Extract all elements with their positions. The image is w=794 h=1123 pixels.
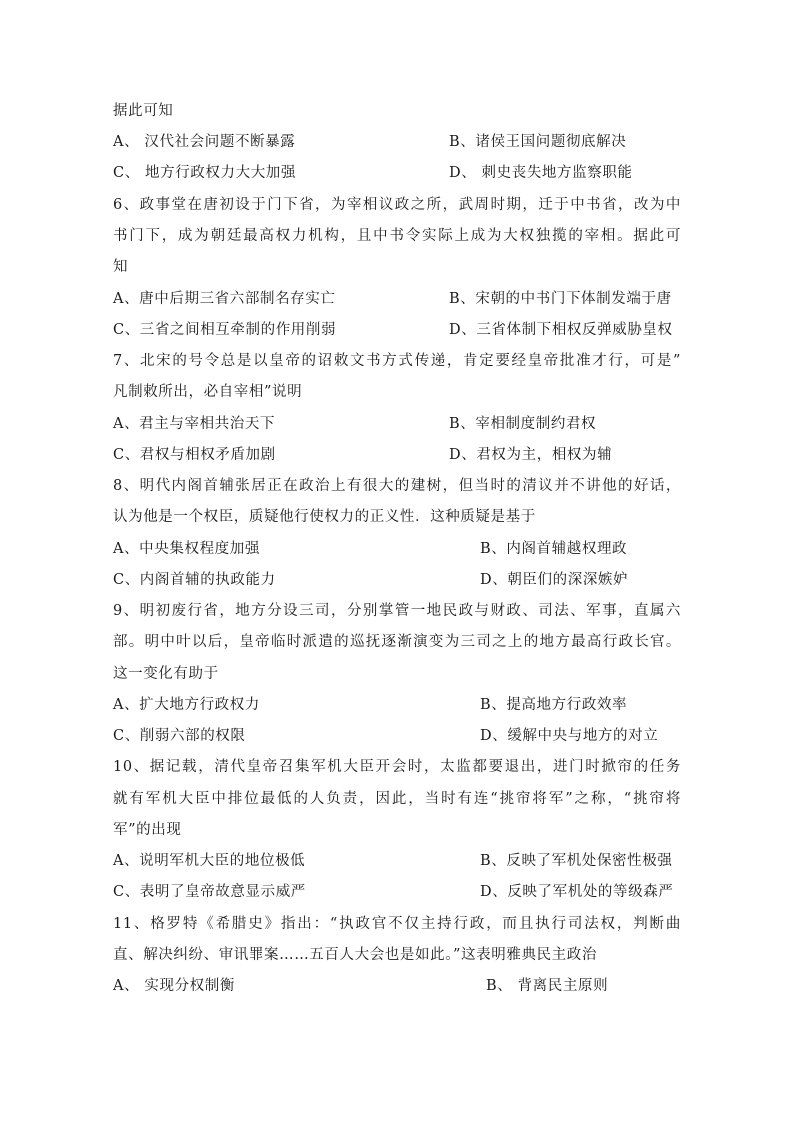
q8-option-c: C、内阁首辅的执政能力 — [113, 572, 276, 588]
q6-option-a: A、唐中后期三省六部制名存实亡 — [113, 291, 336, 307]
q10-option-d: D、反映了军机处的等级森严 — [480, 884, 674, 900]
q11-stem-line1: 11、格罗特《希腊史》指出：“执政官不仅主持行政，而且执行司法权，判断曲 — [113, 916, 681, 932]
q7-option-a: A、君主与宰相共治天下 — [113, 416, 276, 432]
q5-option-c: C、 地方行政权力大大加强 — [113, 165, 297, 181]
q6-option-b: B、宋朝的中书门下体制发端于唐 — [449, 291, 672, 307]
q7-stem-line2: 凡制敕所出，必自宰相”说明 — [113, 384, 303, 400]
q8-stem-line1: 8、明代内阁首辅张居正在政治上有很大的建树，但当时的清议并不讲他的好话， — [113, 478, 681, 494]
q10-option-a: A、说明军机大臣的地位极低 — [113, 853, 306, 869]
q5-option-a: A、 汉代社会问题不断暴露 — [113, 134, 296, 150]
q10-option-b: B、反映了军机处保密性极强 — [480, 853, 673, 869]
q9-option-b: B、提高地方行政效率 — [480, 697, 628, 713]
q11-option-b: B、 背离民主原则 — [486, 978, 609, 994]
q5-option-d: D、 刺史丧失地方监察职能 — [449, 165, 633, 181]
q5-option-b: B、诸侯王国问题彻底解决 — [449, 134, 627, 150]
q9-stem-line1: 9、明初废行省，地方分设三司，分别掌管一地民政与财政、司法、军事，直属六 — [113, 603, 681, 619]
q6-stem-line3: 知 — [113, 259, 129, 275]
q9-option-a: A、扩大地方行政权力 — [113, 697, 260, 713]
q7-option-d: D、君权为主，相权为辅 — [449, 447, 613, 463]
q10-stem-line1: 10、据记载，清代皇帝召集军机大臣开会时，太监都要退出，进门时掀帘的任务 — [113, 759, 681, 775]
q8-option-a: A、中央集权程度加强 — [113, 541, 260, 557]
q9-option-c: C、削弱六部的权限 — [113, 728, 246, 744]
q10-stem-line3: 军”的出现 — [113, 822, 182, 838]
q6-option-d: D、三省体制下相权反弹威胁皇权 — [449, 322, 673, 338]
q6-stem-line2: 书门下，成为朝廷最高权力机构，且中书令实际上成为大权独揽的宰相。据此可 — [113, 228, 681, 244]
q9-stem-line3: 这一变化有助于 — [113, 666, 219, 682]
q6-stem-line1: 6、政事堂在唐初设于门下省，为宰相议政之所，武周时期，迁于中书省，改为中 — [113, 197, 681, 213]
q10-option-c: C、表明了皇帝故意显示威严 — [113, 884, 306, 900]
q8-stem-line2: 认为他是一个权臣，质疑他行使权力的正义性．这种质疑是基于 — [113, 509, 536, 525]
q8-option-d: D、朝臣们的深深嫉妒 — [480, 572, 629, 588]
q6-option-c: C、三省之间相互牵制的作用削弱 — [113, 322, 337, 338]
q7-stem-line1: 7、北宋的号令总是以皇帝的诏敕文书方式传递，肯定要经皇帝批准才行，可是” — [113, 353, 681, 369]
q11-option-a: A、 实现分权制衡 — [113, 978, 235, 994]
question-stem-end: 据此可知 — [113, 103, 174, 119]
q7-option-c: C、君权与相权矛盾加剧 — [113, 447, 276, 463]
q9-option-d: D、缓解中央与地方的对立 — [480, 728, 659, 744]
q10-stem-line2: 就有军机大臣中排位最低的人负责，因此，当时有连“挑帘将军”之称，“挑帘将 — [113, 791, 681, 807]
q9-stem-line2: 部。明中叶以后，皇帝临时派遣的巡抚逐渐演变为三司之上的地方最高行政长官。 — [113, 634, 681, 650]
q8-option-b: B、内阁首辅越权理政 — [480, 541, 628, 557]
q11-stem-line2: 直、解决纠纷、审讯罪案……五百人大会也是如此。”这表明雅典民主政治 — [113, 947, 597, 963]
q7-option-b: B、宰相制度制约君权 — [449, 416, 597, 432]
